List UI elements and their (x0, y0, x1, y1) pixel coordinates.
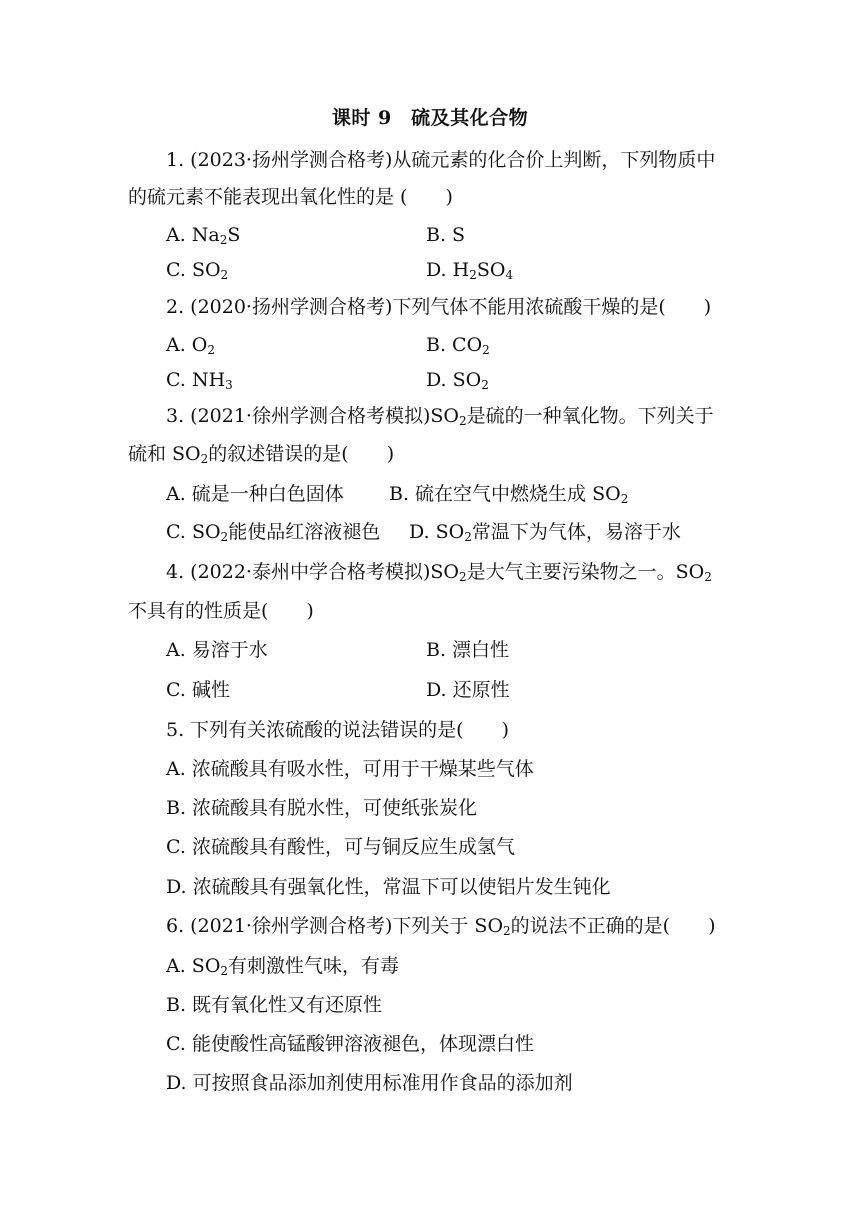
question-2-option-c: C. $NH_3$ (166, 369, 233, 392)
page-title: 课时 9 硫及其化合物 (331, 107, 529, 129)
question-2-option-d: D. $SO_2$ (426, 369, 489, 392)
question-1-option-c: C. $SO_2$ (166, 259, 229, 282)
question-2-option-b: B. $CO_2$ (426, 334, 490, 357)
question-2-option-a: A. $O_2$ (166, 334, 216, 357)
question-6-stem: 6. (2021·徐州学测合格考)下列关于 $SO_2$的说法不正确的是( ) (166, 915, 716, 938)
question-5-option-b: B. 浓硫酸具有脱水性，可使纸张炭化 (166, 797, 478, 819)
question-6-option-b: B. 既有氧化性又有还原性 (166, 994, 383, 1016)
question-4-stem-line-1: 4. (2022·泰州中学合格考模拟)$SO_2$是大气主要污染物之一。$SO_2$ (166, 561, 712, 584)
question-6-option-d: D. 可按照食品添加剂使用标准用作食品的添加剂 (166, 1072, 573, 1094)
question-3-option-c: C. $SO_2$能使品红溶液褪色 (166, 521, 381, 544)
question-2-stem: 2. (2020·扬州学测合格考)下列气体不能用浓硫酸干燥的是( ) (166, 296, 712, 318)
question-5-option-d: D. 浓硫酸具有强氧化性，常温下可以使铝片发生钝化 (166, 876, 611, 898)
question-1-option-b: B. S (426, 224, 466, 246)
question-4-option-c: C. 碱性 (166, 679, 230, 701)
question-4-stem-line-2: 不具有的性质是( ) (128, 600, 314, 622)
question-3-option-a: A. 硫是一种白色固体 (166, 483, 344, 505)
question-3-option-b: B. 硫在空气中燃烧生成 $SO_2$ (389, 483, 629, 506)
question-5-option-c: C. 浓硫酸具有酸性，可与铜反应生成氢气 (166, 836, 515, 858)
question-4-option-d: D. 还原性 (426, 679, 510, 701)
question-6-option-a: A. $SO_2$有刺激性气味，有毒 (166, 955, 400, 978)
question-5-option-a: A. 浓硫酸具有吸水性，可用于干燥某些气体 (166, 758, 534, 780)
question-5-stem: 5. 下列有关浓硫酸的说法错误的是( ) (166, 719, 509, 741)
question-3-stem-line-1: 3. (2021·徐州学测合格考模拟)$SO_2$是硫的一种氧化物。下列关于 (166, 405, 714, 428)
question-1-stem-line-2: 的硫元素不能表现出氧化性的是 ( ) (128, 186, 453, 208)
question-3-option-d: D. $SO_2$常温下为气体，易溶于水 (409, 521, 681, 544)
question-1-option-a: A. $Na_2S$ (166, 224, 241, 247)
question-1-stem-line-1: 1. (2023·扬州学测合格考)从硫元素的化合价上判断，下列物质中 (166, 149, 716, 171)
question-4-option-a: A. 易溶于水 (166, 639, 268, 661)
question-3-stem-line-2: 硫和 $SO_2$的叙述错误的是( ) (128, 443, 395, 466)
question-4-option-b: B. 漂白性 (426, 639, 510, 661)
question-1-option-d: D. $H_2SO_4$ (426, 259, 514, 282)
question-6-option-c: C. 能使酸性高锰酸钾溶液褪色，体现漂白性 (166, 1033, 534, 1055)
